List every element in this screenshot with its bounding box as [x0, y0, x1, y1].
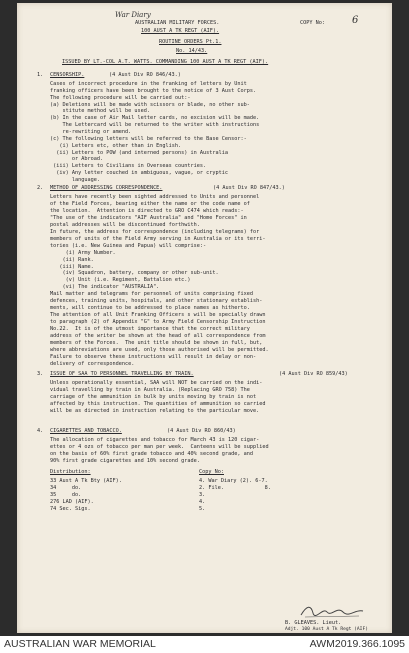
orders-number: No. 14/43.	[176, 48, 208, 54]
text-line: (vi) The indicator "AUSTRALIA".	[50, 284, 160, 291]
text-line: franking officers have been brought to the notice of 3 Aust Corps.	[50, 87, 257, 94]
section-number: 1.	[37, 72, 44, 78]
text-line: Cases of incorrect procedure in the franking of letters by Unit	[50, 81, 247, 87]
text-line: (iii) Letters to Civilians in Overseas countries.	[50, 163, 207, 170]
footer-accession: AWM2019.366.1095	[309, 638, 405, 650]
text-line: Unless operationally essential, SAA will NOT be carried on the indi-	[50, 380, 263, 386]
text-line: vidual travelling by train in Australia. (Replacing GRO 758) The	[50, 387, 250, 393]
document-page	[17, 3, 392, 633]
text-line: will be as directed in instruction relating to the particular move.	[50, 408, 260, 414]
text-line: No.22. It is of the utmost importance that the correct military	[50, 326, 250, 333]
signature-scribble	[297, 603, 367, 619]
orders-title: ROUTINE ORDERS Pt.1.	[159, 39, 222, 45]
copy-number: 6	[352, 15, 359, 26]
text-line: The attention of all Unit Franking Officers s will be specially drawn	[50, 312, 266, 319]
org-title: AUSTRALIAN MILITARY FORCES.	[135, 20, 220, 26]
text-line: 276 LAD (AIF).	[50, 499, 94, 505]
text-line: (v) Unit (i.e. Regiment, Battalion etc.)	[50, 277, 191, 284]
text-line: re-rewriting or amend.	[50, 128, 132, 135]
text-line: (b) In the case of Air Mail letter cards, no excision will be made.	[50, 115, 260, 122]
text-line: address of the writer be shown at the head of all correspondence from	[50, 333, 266, 339]
section-ref: (4 Aust Div RO 860/43)	[167, 428, 236, 434]
text-line: (i) Army Number.	[50, 249, 116, 256]
text-line: (ii) Rank.	[50, 256, 94, 263]
text-line: tories (i.e. New Guinea and Papua) will comprise:-	[50, 242, 207, 249]
text-line: The following procedure will be carried out:-	[50, 94, 191, 101]
text-line: where abbreviations are used, only those authorised will be permitted.	[50, 346, 269, 353]
text-line: the location. Attention is directed to GRO C474 which reads:-	[50, 207, 244, 214]
text-line: (iv) Squadron, battery, company or other sub-unit.	[50, 270, 219, 277]
text-line: 3.	[199, 492, 206, 498]
text-line: 33 Aust A Tk Bty (AIF).	[50, 478, 122, 484]
text-line: or Abroad.	[50, 156, 104, 163]
text-line: (ii) Letters to POW (and interned persons) in Australia	[50, 149, 229, 156]
text-line: (i) Letters etc, other than in English.	[50, 142, 182, 149]
text-line: 74 Sec. Sigs.	[50, 506, 91, 512]
text-line: Failure to observe these instructions will result in delay or non-	[50, 353, 257, 360]
text-line: ettes or 4 ozs of tobacco per man per week. Canteens will be supplied	[50, 444, 269, 450]
text-line: of the Field Forces, bearing either the name or the code name of	[50, 200, 250, 207]
text-line: members of the Forces. The unit title should be shown in full, but,	[50, 339, 263, 346]
text-line: delivery of correspondence.	[50, 360, 135, 367]
section-ref: (4 Aust Div RO 846/43.)	[109, 72, 181, 78]
section-heading: CIGARETTES AND TOBACCO.	[50, 428, 122, 434]
section-heading: CENSORSHIP.	[50, 72, 85, 78]
unit-title: 100 AUST A TK REGT (AIF).	[141, 28, 220, 34]
footer-source: AUSTRALIAN WAR MEMORIAL	[4, 638, 156, 650]
text-line: The allocation of cigarettes and tobacco for March 43 is 120 cigar-	[50, 437, 260, 443]
footer-bar	[0, 636, 409, 653]
section-number: 4.	[37, 428, 44, 434]
section-ref: (4 Aust Div RO 859/43)	[279, 371, 348, 377]
section-number: 3.	[37, 371, 44, 377]
copy-label: COPY No:	[300, 20, 325, 26]
signature-title: Adjt. 100 Aust A Tk Regt (AIF)	[285, 627, 368, 632]
text-line: 4.	[199, 499, 206, 505]
text-line: 35 do.	[50, 492, 82, 498]
issued-by: ISSUED BY LT.-COL A.T. WATTS. COMMANDING 100 AUST A TK REGT (AIF).	[62, 59, 269, 65]
section-number: 2.	[37, 185, 44, 191]
text-line: 5.	[199, 506, 206, 512]
text-line: "The use of the indicators "AIF Australia" and "Home Forces" in	[50, 214, 247, 221]
text-line: affected by this instruction. The quantities of ammunition so carried	[50, 401, 266, 407]
section-ref: (4 Aust Div RO 847/43.)	[213, 185, 285, 191]
text-line: (c) The following letters will be referred to the Base Censor:-	[50, 135, 247, 142]
text-line: 90% first grade cigarettes and 10% second grade.	[50, 458, 200, 464]
text-line: Mail matter and telegrams for personnel of units comprising fixed	[50, 291, 254, 298]
text-line: on the basis of 60% first grade tobacco and 40% second grade, and	[50, 451, 254, 457]
copy-no-label: Copy No:	[199, 469, 224, 475]
handwritten-note: War Diary	[115, 11, 151, 19]
section-heading: ISSUE OF SAA TO PERSONNEL TRAVELLING BY TRAIN.	[50, 371, 194, 377]
text-line: 2. File. 8.	[199, 485, 271, 491]
text-line: carriage of the ammunition in bulk by units moving by train is not	[50, 394, 257, 400]
text-line: (a) Deletions will be made with scissors or blade, no other sub-	[50, 101, 250, 108]
text-line: The Lettercard will be returned to the writer with instructions	[50, 122, 260, 129]
section-heading: METHOD OF ADDRESSING CORRESPONDENCE.	[50, 185, 163, 191]
text-line: to paragraph (2) of Appendix "G" to Army Field Censorship Instruction	[50, 319, 266, 326]
text-line: 34 do.	[50, 485, 82, 491]
distribution-label: Distribution:	[50, 469, 91, 475]
text-line: members of units of the Field Army serving in Australia or its terri-	[50, 235, 266, 242]
text-line: language.	[50, 176, 100, 183]
text-line: In future, the address for correspondence (including telegrams) for	[50, 228, 260, 235]
text-line: stitute method will be used.	[50, 108, 150, 115]
text-line: (iii) Name.	[50, 263, 94, 270]
text-line: 4. War Diary (2). 6-7.	[199, 478, 268, 484]
text-line: defences, training units, hospitals, and other stationary establish-	[50, 298, 263, 305]
signature-name: B. GLEAVES. Lieut.	[285, 620, 342, 626]
text-line: postal addresses will be discontinued forthwith.	[50, 221, 200, 228]
text-line: Letters have recently been sighted addressed to Units and personnel	[50, 194, 260, 200]
text-line: (iv) Any letter couched in ambiguous, vague, or cryptic	[50, 170, 229, 177]
text-line: ments, will continue to be addressed to place names as hitherto.	[50, 305, 250, 312]
